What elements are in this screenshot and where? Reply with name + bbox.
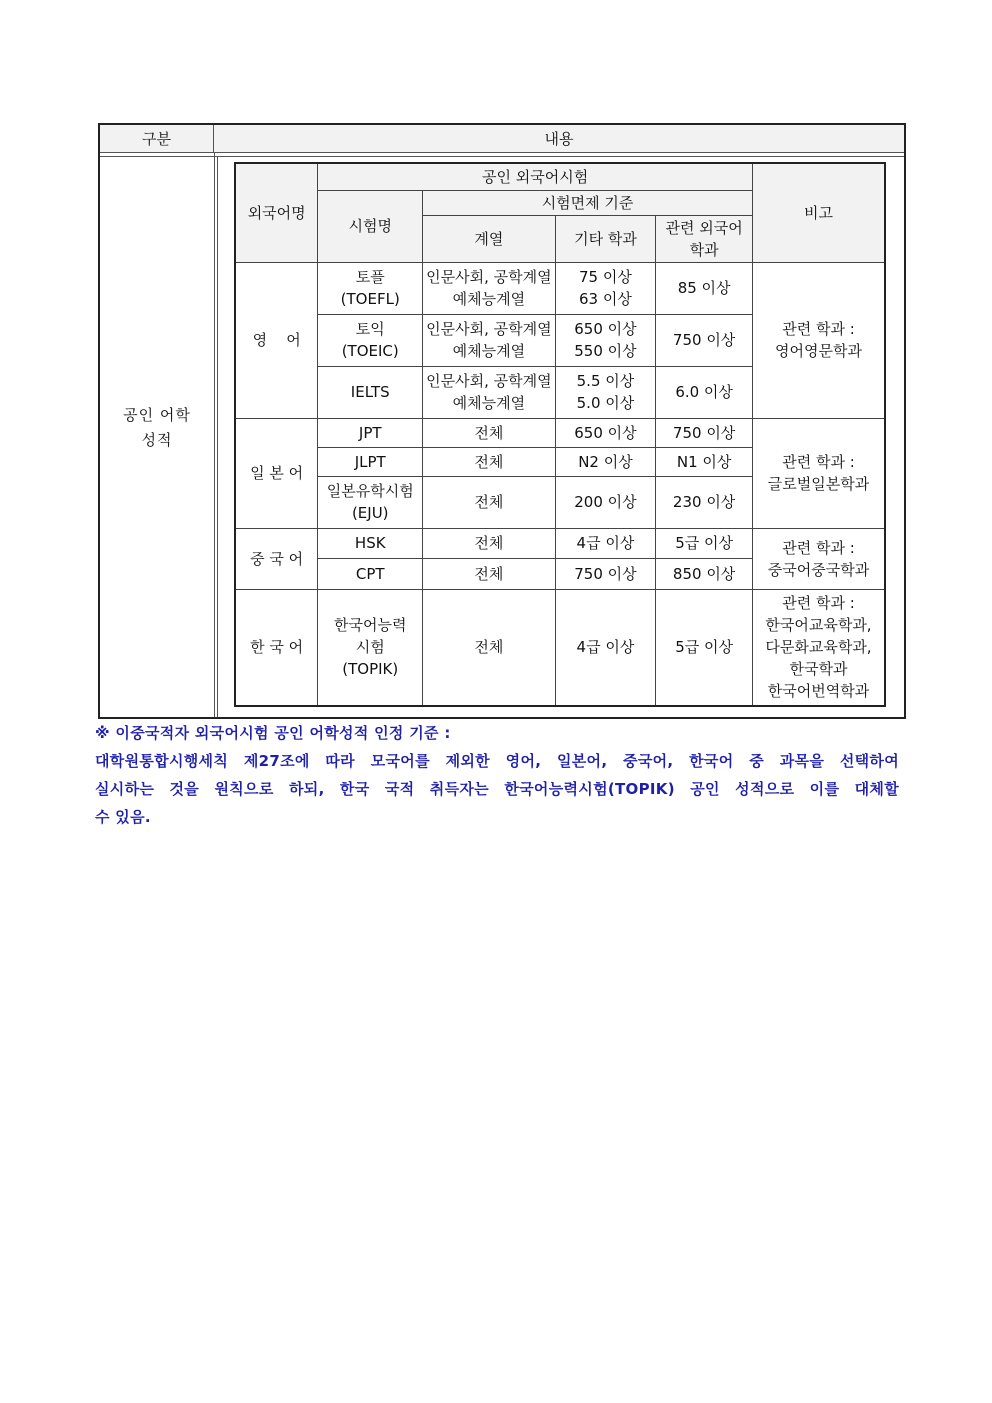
related-dept-score: 85 이상 xyxy=(656,262,753,314)
note-line: 대학원통합시행세칙 제27조에 따라 모국어를 제외한 영어, 일본어, 중국어, 한국어 중 과목을 선택하여 xyxy=(95,752,899,770)
track: 인문사회, 공학계열 예체능계열 xyxy=(423,366,555,418)
table-row xyxy=(235,418,885,447)
dual-citizen-note xyxy=(95,719,899,831)
table-row xyxy=(235,262,885,314)
remark-korean: 관련 학과 : 한국어교육학과, 다문화교육학과, 한국학과 한국어번역학과 xyxy=(752,589,885,706)
category-line-2: 성적 xyxy=(141,431,173,449)
category-line-1: 공인 어학 xyxy=(123,406,191,424)
test-name: 토플 (TOEFL) xyxy=(318,262,423,314)
related-dept-score: 750 이상 xyxy=(656,314,753,366)
test-name: 일본유학시험 (EJU) xyxy=(318,476,423,528)
related-dept-score: 6.0 이상 xyxy=(656,366,753,418)
remark-japanese: 관련 학과 : 글로벌일본학과 xyxy=(752,418,885,528)
related-dept-score: 750 이상 xyxy=(656,418,753,447)
language-chinese: 중 국 어 xyxy=(235,528,318,589)
track: 인문사회, 공학계열 예체능계열 xyxy=(423,314,555,366)
header-other-dept: 기타 학과 xyxy=(555,215,656,262)
track: 전체 xyxy=(423,558,555,589)
language-exam-table xyxy=(234,162,886,707)
other-dept-score: 750 이상 xyxy=(555,558,656,589)
column-divider-double xyxy=(217,156,218,717)
test-name: 토익 (TOEIC) xyxy=(318,314,423,366)
column-divider xyxy=(214,153,215,717)
remark-chinese: 관련 학과 : 중국어중국학과 xyxy=(752,528,885,589)
header-content: 내용 xyxy=(214,125,904,153)
other-dept-score: 5.5 이상 5.0 이상 xyxy=(555,366,656,418)
language-japanese: 일 본 어 xyxy=(235,418,318,528)
category-cell xyxy=(100,403,214,453)
related-dept-score: N1 이상 xyxy=(656,447,753,476)
other-dept-score: 650 이상 xyxy=(555,418,656,447)
header-category: 구분 xyxy=(100,125,214,153)
other-dept-score: 75 이상 63 이상 xyxy=(555,262,656,314)
track: 전체 xyxy=(423,528,555,558)
related-dept-score: 230 이상 xyxy=(656,476,753,528)
header-track: 계열 xyxy=(423,215,555,262)
language-english: 영 어 xyxy=(235,262,318,418)
related-dept-score: 5급 이상 xyxy=(656,528,753,558)
test-name: CPT xyxy=(318,558,423,589)
note-title: ※ 이중국적자 외국어시험 공인 어학성적 인정 기준 : xyxy=(95,724,451,742)
track: 전체 xyxy=(423,476,555,528)
note-line: 실시하는 것을 원칙으로 하되, 한국 국적 취득자는 한국어능력시험(TOPIK) 공인 성적으로 이를 대체할 xyxy=(95,780,899,798)
related-dept-score: 5급 이상 xyxy=(656,589,753,706)
header-official-test: 공인 외국어시험 xyxy=(318,163,753,190)
header-exemption: 시험면제 기준 xyxy=(423,190,753,215)
track: 전체 xyxy=(423,589,555,706)
other-dept-score: 200 이상 xyxy=(555,476,656,528)
language-korean: 한 국 어 xyxy=(235,589,318,706)
test-name: JPT xyxy=(318,418,423,447)
test-name: IELTS xyxy=(318,366,423,418)
table-row xyxy=(235,589,885,706)
track: 인문사회, 공학계열 예체능계열 xyxy=(423,262,555,314)
other-dept-score: 4급 이상 xyxy=(555,528,656,558)
other-dept-score: 4급 이상 xyxy=(555,589,656,706)
header-divider xyxy=(100,154,904,157)
other-dept-score: N2 이상 xyxy=(555,447,656,476)
track: 전체 xyxy=(423,418,555,447)
other-dept-score: 650 이상 550 이상 xyxy=(555,314,656,366)
test-name: JLPT xyxy=(318,447,423,476)
test-name: 한국어능력 시험 (TOPIK) xyxy=(318,589,423,706)
header-remark: 비고 xyxy=(752,163,885,262)
note-line: 수 있음. xyxy=(95,808,151,826)
track: 전체 xyxy=(423,447,555,476)
test-name: HSK xyxy=(318,528,423,558)
remark-english: 관련 학과 : 영어영문학과 xyxy=(752,262,885,418)
header-test-name: 시험명 xyxy=(318,190,423,262)
header-related-dept: 관련 외국어 학과 xyxy=(656,215,753,262)
related-dept-score: 850 이상 xyxy=(656,558,753,589)
table-row xyxy=(235,528,885,558)
header-language: 외국어명 xyxy=(235,163,318,262)
